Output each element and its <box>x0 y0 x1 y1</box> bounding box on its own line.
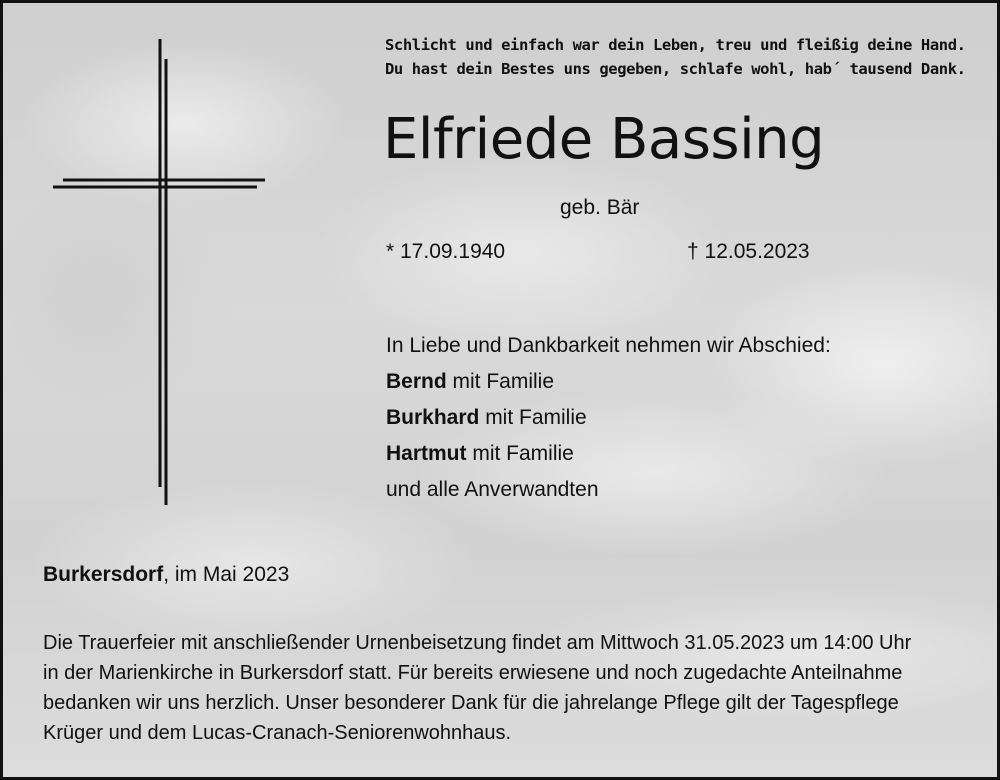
mourners-list <box>386 328 831 508</box>
verse-line: Du hast dein Bestes uns gegeben, schlafe wohl, hab´ tausend Dank. <box>385 60 966 78</box>
mourners-intro: In Liebe und Dankbarkeit nehmen wir Abschied: <box>386 334 831 357</box>
list-item <box>386 436 831 472</box>
deceased-name: Elfriede Bassing <box>383 107 825 172</box>
list-item <box>386 400 831 436</box>
mourners-closing: und alle Anverwandten <box>386 478 599 501</box>
place-date <box>43 561 289 589</box>
notice-line: bedanken wir uns herzlich. Unser besonderer Dank für die jahrelange Pflege gilt der Tagespflege <box>43 692 899 714</box>
maiden-name: geb. Bär <box>560 196 640 219</box>
list-item <box>386 364 831 400</box>
family-name: Burkhard <box>386 406 480 429</box>
family-name: Bernd <box>386 370 447 393</box>
notice-line: Die Trauerfeier mit anschließender Urnenbeisetzung findet am Mittwoch 31.05.2023 um 14:00 Uhr <box>43 632 912 654</box>
place-town: Burkersdorf <box>43 563 164 586</box>
cross-icon <box>51 37 271 507</box>
family-name: Hartmut <box>386 442 467 465</box>
place-month: , im Mai 2023 <box>163 563 290 586</box>
notice-line: Krüger und dem Lucas-Cranach-Seniorenwohnhaus. <box>43 722 512 744</box>
memorial-verse <box>385 33 985 81</box>
funeral-notice <box>43 628 973 748</box>
family-suffix: mit Familie <box>446 370 555 393</box>
verse-line: Schlicht und einfach war dein Leben, treu und fleißig deine Hand. <box>385 36 966 54</box>
family-suffix: mit Familie <box>479 406 587 429</box>
family-suffix: mit Familie <box>466 442 574 465</box>
death-date: † 12.05.2023 <box>687 240 810 263</box>
notice-line: in der Marienkirche in Burkersdorf statt. Für bereits erwiesene und noch zugedachte Anteilnahme <box>43 662 903 684</box>
birth-date: * 17.09.1940 <box>386 240 506 263</box>
